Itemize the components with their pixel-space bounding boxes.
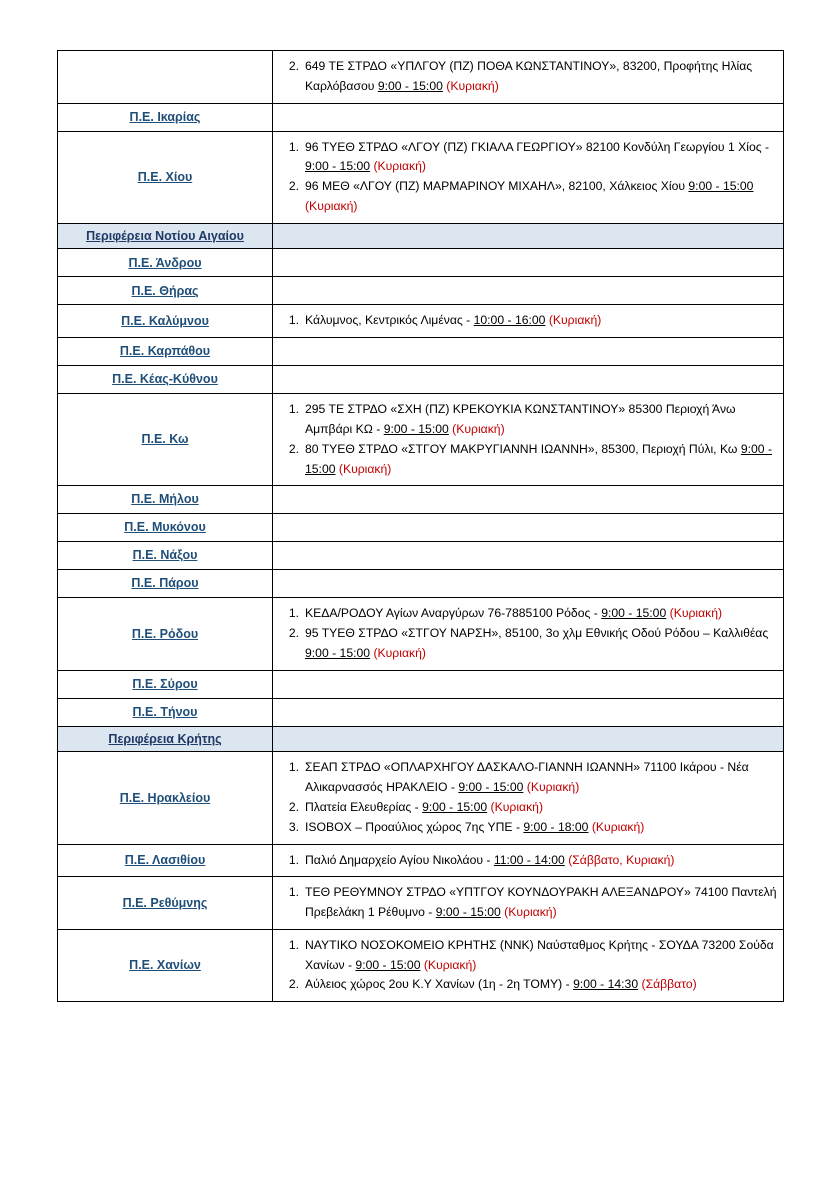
pe-label-cell [58, 486, 273, 514]
entry-text: ΚΕΔΑ/ΡΟΔΟΥ Αγίων Αναργύρων 76-7885100 Ρόδος - [305, 606, 602, 621]
pe-label[interactable]: Π.Ε. Ρόδου [131, 626, 199, 641]
entry-day-note: (Κυριακή) [591, 819, 645, 834]
region-label: Περιφέρεια Νοτίου Αιγαίου [86, 228, 244, 243]
table-row [58, 844, 784, 877]
entries-cell [273, 877, 784, 930]
pe-label[interactable]: Π.Ε. Τήνου [132, 704, 198, 719]
entries-cell [273, 51, 784, 104]
list-item [279, 624, 777, 664]
entries-cell [273, 394, 784, 486]
entry-day-note: (Κυριακή) [526, 780, 580, 795]
pe-label[interactable]: Π.Ε. Καρπάθου [119, 344, 211, 359]
table-row [58, 305, 784, 338]
entry-text: 96 ΤΥΕΘ ΣΤΡΔΟ «ΛΓΟΥ (ΠΖ) ΓΚΙΑΛΑ ΓΕΩΡΓΙΟΥ» 82100 Κονδύλη Γεωργίου 1 Χίος - [305, 139, 770, 154]
entry-hours: 9:00 - 15:00 [435, 905, 501, 920]
list-item-number: 1. [288, 402, 299, 417]
region-header-row [58, 726, 784, 752]
pe-label[interactable]: Π.Ε. Πάρου [131, 576, 199, 591]
list-item [279, 851, 777, 871]
pe-label[interactable]: Π.Ε. Κέας-Κύθνου [112, 372, 218, 387]
pe-label[interactable]: Π.Ε. Νάξου [132, 548, 198, 563]
pe-label[interactable]: Π.Ε. Λασιθίου [124, 853, 206, 868]
pe-label-cell [58, 844, 273, 877]
table-row [58, 249, 784, 277]
list-item [279, 818, 777, 838]
list-item-number: 1. [288, 139, 299, 154]
list-item-number: 2. [288, 977, 299, 992]
region-empty-cell [273, 223, 784, 249]
entry-list [279, 136, 777, 219]
entries-cell [273, 844, 784, 877]
entry-day-note: (Κυριακή) [490, 800, 544, 814]
entry-list [279, 849, 777, 873]
table-row [58, 277, 784, 305]
table-row [58, 51, 784, 104]
entry-text: ΤΕΘ ΡΕΘΥΜΝΟΥ ΣΤΡΔΟ «ΥΠΤΓΟΥ ΚΟΥΝΔΟΥΡΑΚΗ ΑΛΕΞΑΝΔΡΟΥ» 74100 Παντελή Πρεβελάκη 1 Ρέθυμνο - [305, 885, 777, 920]
list-item-number: 1. [288, 760, 299, 775]
entry-text: Παλιό Δημαρχείο Αγίου Νικολάου - [305, 852, 494, 867]
pe-label-cell [58, 514, 273, 542]
list-item-number: 1. [288, 885, 299, 900]
entry-hours: 9:00 - 15:00 [422, 800, 488, 814]
pe-label[interactable]: Π.Ε. Θήρας [131, 283, 199, 298]
entry-list [279, 55, 777, 99]
entry-text: Αύλειος χώρος 2ου Κ.Υ Χανίων (1η - 2η ΤΟΜΥ) - [305, 977, 574, 992]
entry-day-note: (Κυριακή) [305, 198, 358, 213]
table-row [58, 486, 784, 514]
pe-label[interactable]: Π.Ε. Ικαρίας [129, 109, 201, 124]
entry-text: 295 ΤΕ ΣΤΡΔΟ «ΣΧΗ (ΠΖ) ΚΡΕΚΟΥΚΙΑ ΚΩΝΣΤΑΝΤΙΝΟΥ» 85300 Περιοχή Άνω Αμπβάρι ΚΩ - [305, 402, 736, 436]
entry-list [279, 756, 777, 839]
pe-label-cell [58, 394, 273, 486]
list-item-number: 2. [288, 800, 299, 814]
list-item-number: 2. [288, 626, 299, 641]
table-row [58, 598, 784, 670]
entry-text: Κάλυμνος, Κεντρικός Λιμένας - [305, 313, 474, 328]
empty-entries [279, 546, 777, 565]
table-row [58, 394, 784, 486]
list-item [279, 138, 777, 178]
pe-label-cell [58, 598, 273, 670]
pe-label-cell [58, 366, 273, 394]
entries-cell [273, 670, 784, 698]
pe-label[interactable]: Π.Ε. Σύρου [132, 676, 198, 691]
document-page [57, 50, 783, 1002]
entries-cell [273, 277, 784, 305]
empty-entries [279, 490, 777, 509]
entry-list [279, 602, 777, 665]
empty-entries [279, 675, 777, 694]
entries-cell [273, 486, 784, 514]
entry-hours: 9:00 - 15:00 [383, 422, 449, 436]
table-row [58, 366, 784, 394]
entry-text: 96 ΜΕΘ «ΛΓΟΥ (ΠΖ) ΜΑΡΜΑΡΙΝΟΥ ΜΙΧΑΗΛ», 82100, Χάλκειος Χίου [305, 179, 689, 194]
entry-day-note: (Κυριακή) [548, 313, 602, 328]
pe-label[interactable]: Π.Ε. Ηρακλείου [119, 790, 211, 805]
table-row [58, 570, 784, 598]
list-item [279, 177, 777, 217]
entry-hours: 9:00 - 15:00 [355, 957, 421, 972]
entries-cell [273, 514, 784, 542]
empty-entries [279, 281, 777, 300]
list-item-number: 2. [288, 179, 299, 194]
region-header-row [58, 223, 784, 249]
entry-day-note: (Κυριακή) [373, 159, 426, 174]
entry-text: ISOBOX – Προαύλιος χώρος 7ης ΥΠΕ - [305, 819, 524, 834]
entry-hours: 9:00 - 15:00 [458, 780, 524, 795]
empty-entries [279, 518, 777, 537]
pe-label-cell [58, 877, 273, 930]
entry-text: 649 ΤΕ ΣΤΡΔΟ «ΥΠΛΓΟΥ (ΠΖ) ΠΟΘΑ ΚΩΝΣΤΑΝΤΙΝΟΥ», 83200, Προφήτης Ηλίας Καρλόβασου [305, 59, 753, 93]
entry-hours: 9:00 - 14:30 [573, 977, 639, 992]
entry-list [279, 881, 777, 925]
table-row [58, 877, 784, 930]
region-empty-cell [273, 726, 784, 752]
entry-hours: 9:00 - 15:00 [305, 159, 371, 174]
entry-day-note: (Κυριακή) [446, 78, 499, 93]
pe-label[interactable]: Π.Ε. Χίου [137, 169, 193, 184]
entry-list [279, 309, 777, 333]
pe-label-cell [58, 131, 273, 223]
pe-label[interactable]: Π.Ε. Κω [141, 432, 189, 447]
entry-hours: 9:00 - 15:00 [377, 78, 443, 93]
empty-entries [279, 370, 777, 389]
entry-text: 95 ΤΥΕΘ ΣΤΡΔΟ «ΣΤΓΟΥ ΝΑΡΣΗ», 85100, 3ο χλμ Εθνικής Οδού Ρόδου – Καλλιθέας [305, 626, 769, 641]
list-item [279, 440, 777, 480]
pe-label-cell [58, 338, 273, 366]
pe-label[interactable]: Π.Ε. Άνδρου [128, 255, 202, 270]
entry-text: 80 ΤΥΕΘ ΣΤΡΔΟ «ΣΤΓΟΥ ΜΑΚΡΥΓΙΑΝΝΗ ΙΩΑΝΝΗ», 85300, Περιοχή Πύλι, Κω [305, 441, 741, 456]
list-item-number: 3. [288, 819, 299, 834]
entry-hours: 9:00 - 18:00 [523, 819, 589, 834]
pe-label[interactable]: Π.Ε. Μυκόνου [124, 520, 206, 535]
table-row [58, 670, 784, 698]
entries-cell [273, 542, 784, 570]
entries-cell [273, 249, 784, 277]
entries-cell [273, 929, 784, 1001]
list-item [279, 883, 777, 923]
entry-day-note: (Κυριακή) [669, 606, 723, 621]
table-row [58, 338, 784, 366]
pe-label-cell [58, 277, 273, 305]
entries-cell [273, 131, 784, 223]
entries-cell [273, 698, 784, 726]
entry-hours: 9:00 - 15:00 [305, 441, 773, 476]
entry-day-note: (Κυριακή) [373, 645, 426, 660]
entry-hours: 9:00 - 15:00 [688, 179, 754, 194]
pe-label-cell [58, 670, 273, 698]
entries-cell [273, 366, 784, 394]
entry-day-note: (Κυριακή) [452, 422, 505, 436]
region-label: Περιφέρεια Κρήτης [108, 731, 222, 746]
empty-entries [279, 703, 777, 722]
pe-label-cell [58, 305, 273, 338]
entries-cell [273, 103, 784, 131]
pe-label-cell [58, 51, 273, 104]
entry-day-note: (Κυριακή) [423, 957, 477, 972]
entry-day-note: (Σάββατο, Κυριακή) [568, 852, 675, 867]
pe-label[interactable]: Π.Ε. Μήλου [131, 492, 199, 507]
pe-label-cell [58, 698, 273, 726]
pe-label-cell [58, 249, 273, 277]
table-row [58, 752, 784, 844]
table-row [58, 514, 784, 542]
entries-cell [273, 752, 784, 844]
pe-label-cell [58, 752, 273, 844]
list-item [279, 975, 777, 995]
table-row [58, 929, 784, 1001]
entry-hours: 10:00 - 16:00 [473, 313, 546, 328]
pe-label[interactable]: Π.Ε. Χανίων [129, 958, 201, 973]
list-item [279, 604, 777, 624]
list-item-number: 1. [288, 606, 299, 621]
table-row [58, 698, 784, 726]
entries-cell [273, 305, 784, 338]
empty-entries [279, 574, 777, 593]
list-item [279, 758, 777, 798]
region-label-cell [58, 223, 273, 249]
entry-text: ΣΕΑΠ ΣΤΡΔΟ «ΟΠΛΑΡΧΗΓΟΥ ΔΑΣΚΑΛΟ-ΓΙΑΝΝΗ ΙΩΑΝΝΗ» 71100 Ικάρου - Νέα Αλικαρνασσός ΗΡΑΚΛΕΙΟ - [305, 760, 749, 795]
entries-cell [273, 598, 784, 670]
region-label-cell [58, 726, 273, 752]
entry-hours: 9:00 - 15:00 [601, 606, 667, 621]
entry-day-note: (Κυριακή) [338, 461, 392, 476]
table-body [58, 51, 784, 1002]
entries-cell [273, 570, 784, 598]
table-row [58, 103, 784, 131]
entry-day-note: (Σάββατο) [641, 977, 697, 992]
list-item-number: 1. [288, 313, 299, 328]
entry-list [279, 934, 777, 997]
empty-entries [279, 108, 777, 127]
entry-hours: 9:00 - 15:00 [305, 645, 371, 660]
entry-text: Πλατεία Ελευθερίας - [305, 800, 423, 814]
entry-text: ΝΑΥΤΙΚΟ ΝΟΣΟΚΟΜΕΙΟ ΚΡΗΤΗΣ (ΝΝΚ) Ναύσταθμος Κρήτης - ΣΟΥΔΑ 73200 Σούδα Χανίων - [305, 937, 774, 972]
list-item-number: 1. [288, 937, 299, 952]
list-item [279, 798, 777, 818]
list-item [279, 57, 777, 97]
pe-label[interactable]: Π.Ε. Καλύμνου [121, 313, 209, 328]
pe-label-cell [58, 542, 273, 570]
vaccination-sites-table [57, 50, 784, 1002]
list-item-number: 2. [288, 441, 299, 456]
table-row [58, 542, 784, 570]
empty-entries [279, 342, 777, 361]
pe-label-cell [58, 103, 273, 131]
pe-label[interactable]: Π.Ε. Ρεθύμνης [122, 895, 208, 910]
entries-cell [273, 338, 784, 366]
list-item [279, 400, 777, 440]
entry-hours: 11:00 - 14:00 [493, 852, 565, 867]
pe-label-cell [58, 929, 273, 1001]
list-item-number: 1. [288, 852, 299, 867]
entry-day-note: (Κυριακή) [504, 905, 557, 920]
empty-entries [279, 253, 777, 272]
list-item-number: 2. [288, 59, 299, 73]
list-item [279, 936, 777, 976]
pe-label-cell [58, 570, 273, 598]
entry-list [279, 398, 777, 481]
table-row [58, 131, 784, 223]
list-item [279, 311, 777, 331]
